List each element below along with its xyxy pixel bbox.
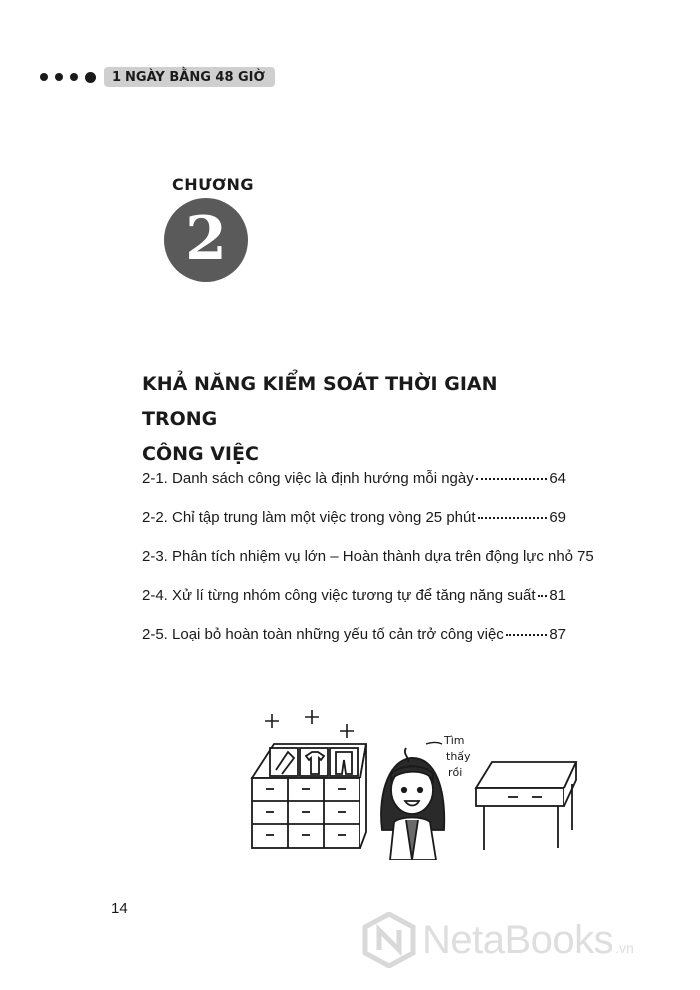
header-dot [85,72,96,83]
header-dot [55,73,63,81]
running-header [40,66,275,88]
toc-leader-dots [476,478,548,480]
watermark-suffix: .vn [615,940,634,956]
toc-item-text: 2-1. Danh sách công việc là định hướng mỗi ngày [142,470,474,487]
toc-leader-dots [506,634,548,636]
toc-leader-dots [478,517,548,519]
toc-item-text: 2-2. Chỉ tập trung làm một việc trong vòng 25 phút [142,509,476,526]
toc-item[interactable] [142,509,566,548]
book-title-text: NGÀY BẰNG 48 GIỜ [125,69,265,85]
table-of-contents [142,470,594,665]
chapter-number: 2 [185,204,227,274]
drawer-cabinet [252,744,366,848]
chapter-title-line: KHẢ NĂNG KIỂM SOÁT THỜI GIAN TRONG [142,373,498,430]
toc-item[interactable] [142,626,566,665]
header-dot [70,73,78,81]
speech-line: rồi [448,766,463,779]
header-dots [40,72,96,83]
toc-item[interactable] [142,470,566,509]
speech-line: thấy [446,750,471,763]
toc-item-page: 69 [549,509,566,526]
table [476,762,576,850]
chapter-title [142,367,562,472]
netabooks-logo-icon [362,912,416,968]
toc-item-page: 64 [549,470,566,487]
watermark [362,912,634,968]
sparkle-icon [265,710,354,738]
toc-item-page: 87 [549,626,566,643]
chapter-label: CHƯƠNG [172,175,254,194]
toc-item-text: 2-3. Phân tích nhiệm vụ lớn – Hoàn thành dựa trên động lực nhỏ [142,548,574,565]
speech-line: Tìm [444,734,465,747]
book-title-tag [104,67,275,87]
cartoon-illustration [240,700,580,860]
toc-item-text: 2-5. Loại bỏ hoàn toàn những yếu tố cản trở công việc [142,626,504,643]
toc-item[interactable] [142,548,594,587]
book-title-number: 1 [112,69,122,85]
toc-item-page: 81 [549,587,566,604]
chapter-title-line: CÔNG VIỆC [142,443,259,465]
chapter-number-badge [164,198,248,282]
toc-item-text: 2-4. Xử lí từng nhóm công việc tương tự để tăng năng suất [142,587,536,604]
toc-item[interactable] [142,587,566,626]
toc-item-page: 75 [577,548,594,565]
toc-leader-dots [538,595,548,597]
page-number: 14 [111,900,128,917]
header-dot [40,73,48,81]
girl-character [381,748,444,860]
watermark-brand: NetaBooks [422,917,614,962]
